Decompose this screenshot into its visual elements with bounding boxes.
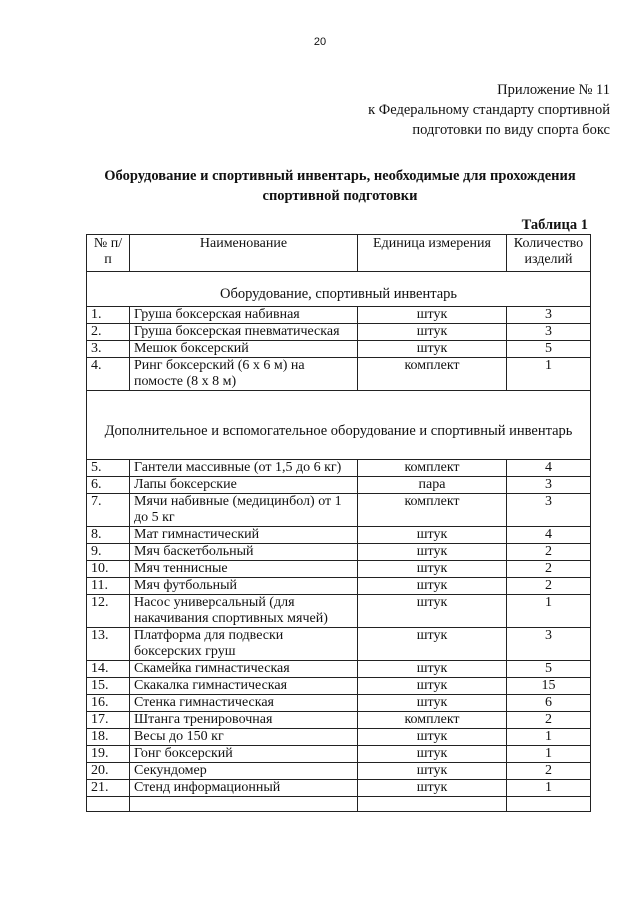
cell-name: Мешок боксерский: [130, 341, 358, 358]
table-header-row: [87, 235, 591, 272]
cell-qty: 15: [507, 678, 591, 695]
cell-num: 21.: [87, 780, 130, 797]
cell-num: 4.: [87, 358, 130, 391]
cell-unit: штук: [358, 780, 507, 797]
cell-num: 8.: [87, 527, 130, 544]
cell-name: Весы до 150 кг: [130, 729, 358, 746]
cell-num: 7.: [87, 494, 130, 527]
cell-name: Секундомер: [130, 763, 358, 780]
cell-num: 10.: [87, 561, 130, 578]
table-row: [87, 729, 591, 746]
cell-num: 14.: [87, 661, 130, 678]
page-number: 20: [313, 36, 327, 48]
cell-name: Мяч теннисные: [130, 561, 358, 578]
table-row: [87, 712, 591, 729]
cell-qty: 2: [507, 763, 591, 780]
cell-name: Насос универсальный (для накачивания спортивных мячей): [130, 595, 358, 628]
cell-unit: штук: [358, 307, 507, 324]
cell-unit: штук: [358, 544, 507, 561]
cell-num: 6.: [87, 477, 130, 494]
cell-name: Скакалка гимнастическая: [130, 678, 358, 695]
header-unit: Единица измерения: [358, 235, 507, 272]
table-label: Таблица 1: [521, 217, 588, 233]
cell-num: 15.: [87, 678, 130, 695]
cell-qty: 1: [507, 358, 591, 391]
table-row: [87, 494, 591, 527]
appendix-line-2: к Федеральному стандарту спортивной: [368, 102, 610, 118]
cell-unit: штук: [358, 324, 507, 341]
cell-qty: 1: [507, 780, 591, 797]
cell-name: Лапы боксерские: [130, 477, 358, 494]
cell-qty: 3: [507, 494, 591, 527]
cell-num: 16.: [87, 695, 130, 712]
cell-qty: 5: [507, 661, 591, 678]
cell-qty: 1: [507, 729, 591, 746]
cell-unit: штук: [358, 746, 507, 763]
cell-qty: 4: [507, 460, 591, 477]
cell-name: Стенка гимнастическая: [130, 695, 358, 712]
cell-empty: [130, 797, 358, 812]
cell-name: Гантели массивные (от 1,5 до 6 кг): [130, 460, 358, 477]
section-row: [87, 391, 591, 460]
cell-unit: комплект: [358, 494, 507, 527]
cell-name: Мяч футбольный: [130, 578, 358, 595]
table-row: [87, 324, 591, 341]
cell-unit: штук: [358, 527, 507, 544]
cell-qty: 3: [507, 307, 591, 324]
appendix-line-3: подготовки по виду спорта бокс: [412, 122, 610, 138]
cell-unit: штук: [358, 695, 507, 712]
cell-num: 9.: [87, 544, 130, 561]
cell-unit: комплект: [358, 712, 507, 729]
cell-num: 1.: [87, 307, 130, 324]
cell-qty: 2: [507, 544, 591, 561]
cell-name: Ринг боксерский (6 х 6 м) на помосте (8 х 8 м): [130, 358, 358, 391]
cell-name: Мяч баскетбольный: [130, 544, 358, 561]
cell-num: 2.: [87, 324, 130, 341]
cell-unit: штук: [358, 729, 507, 746]
table-row: [87, 561, 591, 578]
section-title: Дополнительное и вспомогательное оборудование и спортивный инвентарь: [87, 391, 591, 460]
cell-qty: 3: [507, 477, 591, 494]
table-row: [87, 527, 591, 544]
cell-num: 13.: [87, 628, 130, 661]
table-row: [87, 358, 591, 391]
title-line-2: спортивной подготовки: [262, 188, 418, 204]
cell-empty: [507, 797, 591, 812]
table-row: [87, 780, 591, 797]
cell-name: Груша боксерская пневматическая: [130, 324, 358, 341]
table-row: [87, 595, 591, 628]
equipment-table: [86, 234, 591, 812]
cell-unit: штук: [358, 341, 507, 358]
cell-num: 17.: [87, 712, 130, 729]
cell-qty: 2: [507, 712, 591, 729]
cell-name: Гонг боксерский: [130, 746, 358, 763]
cell-unit: штук: [358, 661, 507, 678]
header-qty: Количество изделий: [507, 235, 591, 272]
cell-qty: 6: [507, 695, 591, 712]
cell-unit: штук: [358, 763, 507, 780]
cell-qty: 2: [507, 578, 591, 595]
cell-num: 20.: [87, 763, 130, 780]
cell-num: 18.: [87, 729, 130, 746]
appendix-header: [368, 80, 610, 140]
table-row: [87, 763, 591, 780]
cell-qty: 1: [507, 746, 591, 763]
cell-unit: штук: [358, 678, 507, 695]
cell-unit: штук: [358, 628, 507, 661]
cell-name: Мячи набивные (медицинбол) от 1 до 5 кг: [130, 494, 358, 527]
cell-qty: 5: [507, 341, 591, 358]
cell-num: 3.: [87, 341, 130, 358]
cell-unit: комплект: [358, 460, 507, 477]
section-row: [87, 272, 591, 307]
cell-qty: 4: [507, 527, 591, 544]
cell-unit: комплект: [358, 358, 507, 391]
cell-num: 5.: [87, 460, 130, 477]
title-line-1: Оборудование и спортивный инвентарь, необходимые для прохождения: [104, 168, 576, 184]
cell-name: Стенд информационный: [130, 780, 358, 797]
cell-unit: пара: [358, 477, 507, 494]
header-name: Наименование: [130, 235, 358, 272]
cell-qty: 2: [507, 561, 591, 578]
cell-qty: 3: [507, 324, 591, 341]
table-row: [87, 544, 591, 561]
cell-name: Скамейка гимнастическая: [130, 661, 358, 678]
cell-num: 11.: [87, 578, 130, 595]
cell-qty: 3: [507, 628, 591, 661]
cell-name: Штанга тренировочная: [130, 712, 358, 729]
cell-name: Платформа для подвески боксерских груш: [130, 628, 358, 661]
cell-empty: [87, 797, 130, 812]
document-title: [60, 166, 620, 206]
cell-num: 12.: [87, 595, 130, 628]
cell-unit: штук: [358, 561, 507, 578]
cell-unit: штук: [358, 578, 507, 595]
cell-num: 19.: [87, 746, 130, 763]
cell-name: Мат гимнастический: [130, 527, 358, 544]
table-row: [87, 341, 591, 358]
cell-name: Груша боксерская набивная: [130, 307, 358, 324]
table-row-empty: [87, 797, 591, 812]
table-body: [87, 272, 591, 812]
header-num: № п/п: [87, 235, 130, 272]
table-row: [87, 307, 591, 324]
table-row: [87, 628, 591, 661]
table-row: [87, 695, 591, 712]
table-row: [87, 661, 591, 678]
table-row: [87, 578, 591, 595]
cell-empty: [358, 797, 507, 812]
table-row: [87, 678, 591, 695]
table-row: [87, 460, 591, 477]
cell-qty: 1: [507, 595, 591, 628]
cell-unit: штук: [358, 595, 507, 628]
section-title: Оборудование, спортивный инвентарь: [87, 272, 591, 307]
table-row: [87, 477, 591, 494]
table-row: [87, 746, 591, 763]
appendix-line-1: Приложение № 11: [497, 82, 610, 98]
